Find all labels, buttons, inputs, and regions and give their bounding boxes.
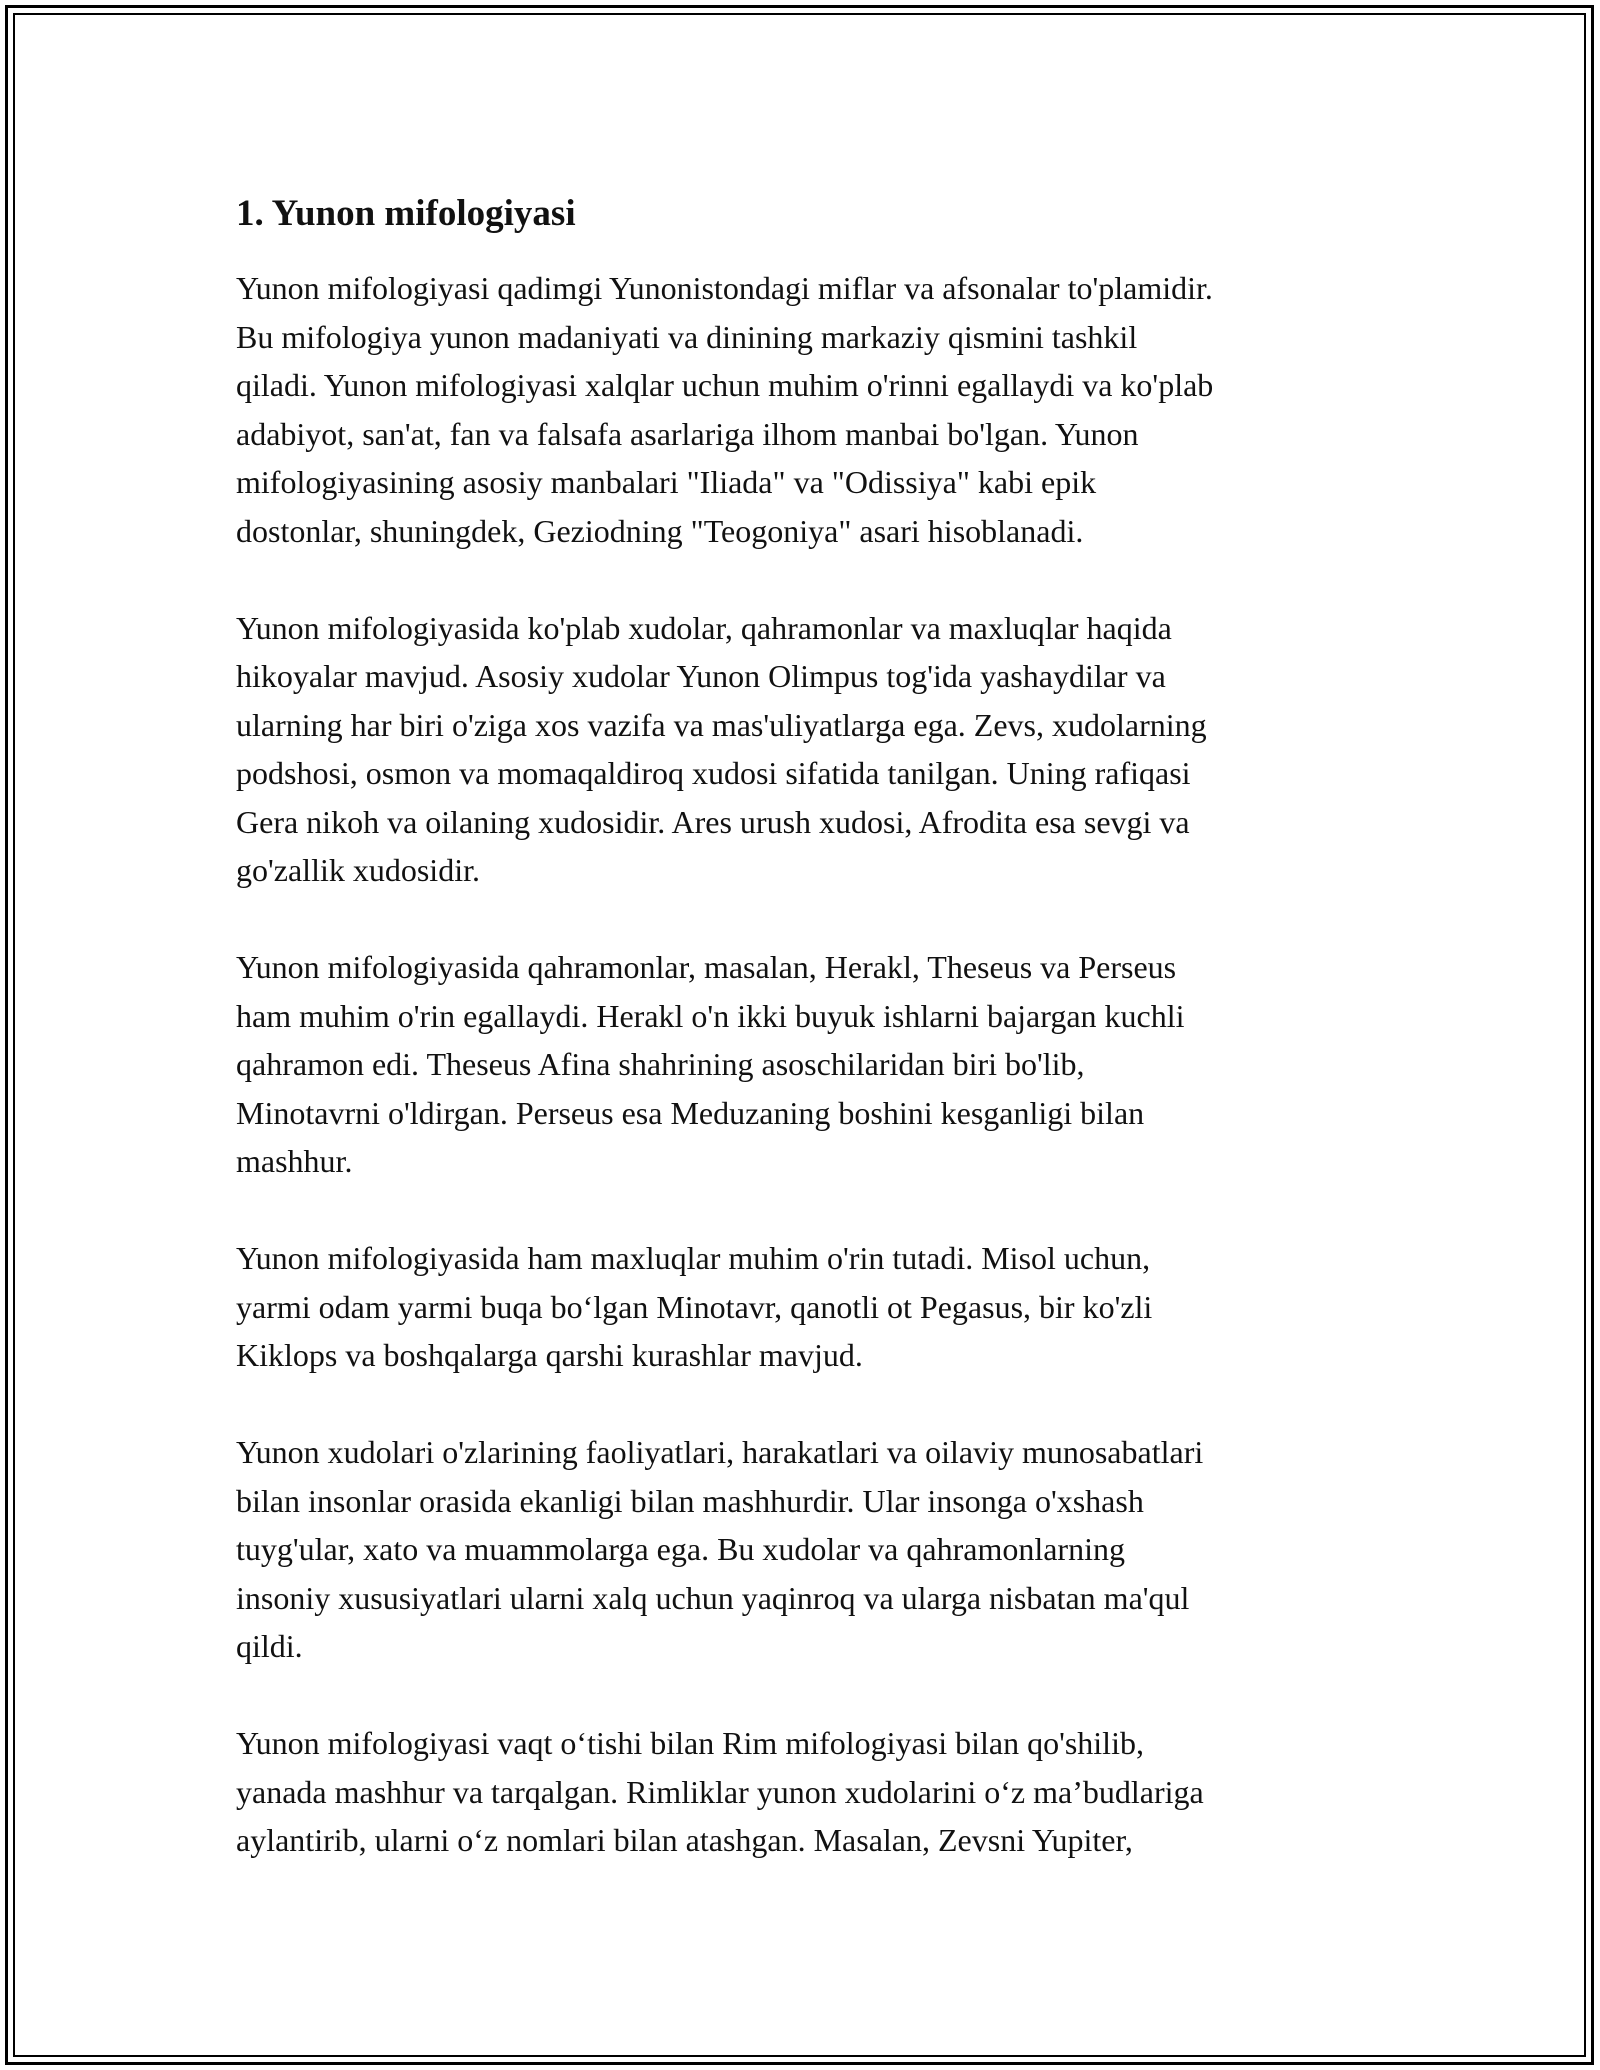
paragraph-line: dostonlar, shuningdek, Geziodning "Teogoniya" asari hisoblanadi. [236,512,1084,549]
paragraph-line: hikoyalar mavjud. Asosiy xudolar Yunon Olimpus tog'ida yashaydilar va [236,658,1166,694]
paragraph-line: ham muhim o'rin egallaydi. Herakl o'n ikki buyuk ishlarni bajargan kuchli [236,997,1185,1034]
paragraph-line: yarmi odam yarmi buqa bo‘lgan Minotavr, qanotli ot Pegasus, bir ko'zli [236,1288,1153,1325]
paragraph-line: Yunon mifologiyasida ko'plab xudolar, qahramonlar va maxluqlar haqida [236,609,1172,646]
section-heading: 1. Yunon mifologiyasi [236,193,576,234]
paragraph-6 [236,1719,1386,1865]
paragraph-line: Gera nikoh va oilaning xudosidir. Ares urush xudosi, Afrodita esa sevgi va [236,803,1190,840]
paragraph-3 [236,943,1386,1186]
document-body [236,182,1386,1913]
paragraph-line: Kiklops va boshqalarga qarshi kurashlar mavjud. [236,1337,863,1373]
paragraph-1 [236,264,1386,555]
paragraph-5 [236,1428,1386,1671]
paragraph-line: mashhur. [236,1143,353,1179]
paragraph-line: Yunon xudolari o'zlarining faoliyatlari, harakatlari va oilaviy munosabatlari [236,1434,1204,1470]
paragraph-line: qildi. [236,1628,303,1664]
paragraph-line: ularning har biri o'ziga xos vazifa va mas'uliyatlarga ega. Zevs, xudolarning [236,706,1207,743]
paragraph-4 [236,1234,1386,1380]
paragraph-line: adabiyot, san'at, fan va falsafa asarlariga ilhom manbai bo'lgan. Yunon [236,415,1139,452]
paragraph-line: yanada mashhur va tarqalgan. Rimliklar yunon xudolarini o‘z ma’budlariga [236,1773,1204,1810]
paragraph-line: tuyg'ular, xato va muammolarga ega. Bu xudolar va qahramonlarning [236,1531,1125,1567]
paragraph-line: Bu mifologiya yunon madaniyati va dinining markaziy qismini tashkil [236,318,1138,355]
paragraph-line: Yunon mifologiyasi qadimgi Yunonistondagi miflar va afsonalar to'plamidir. [236,270,1213,306]
paragraph-line: qahramon edi. Theseus Afina shahrining asoschilaridan biri bo'lib, [236,1046,1085,1082]
paragraph-line: bilan insonlar orasida ekanligi bilan mashhurdir. Ular insonga o'xshash [236,1482,1144,1519]
paragraph-line: mifologiyasining asosiy manbalari "Iliada" va "Odissiya" kabi epik [236,464,1097,500]
paragraph-line: Minotavrni o'ldirgan. Perseus esa Meduzaning boshini kesganligi bilan [236,1094,1145,1131]
paragraph-2 [236,604,1386,895]
paragraph-line: Yunon mifologiyasida ham maxluqlar muhim o'rin tutadi. Misol uchun, [236,1240,1151,1276]
paragraph-line: go'zallik xudosidir. [236,852,480,888]
paragraph-line: Yunon mifologiyasida qahramonlar, masalan, Herakl, Theseus va Perseus [236,949,1177,985]
paragraph-line: qiladi. Yunon mifologiyasi xalqlar uchun muhim o'rinni egallaydi va ko'plab [236,367,1214,403]
paragraph-line: aylantirib, ularni o‘z nomlari bilan atashgan. Masalan, Zevsni Yupiter, [236,1822,1133,1858]
paragraph-line: Yunon mifologiyasi vaqt o‘tishi bilan Rim mifologiyasi bilan qo'shilib, [236,1725,1144,1761]
paragraph-line: insoniy xususiyatlari ularni xalq uchun yaqinroq va ularga nisbatan ma'qul [236,1579,1190,1616]
paragraph-line: podshosi, osmon va momaqaldiroq xudosi sifatida tanilgan. Uning rafiqasi [236,755,1191,791]
